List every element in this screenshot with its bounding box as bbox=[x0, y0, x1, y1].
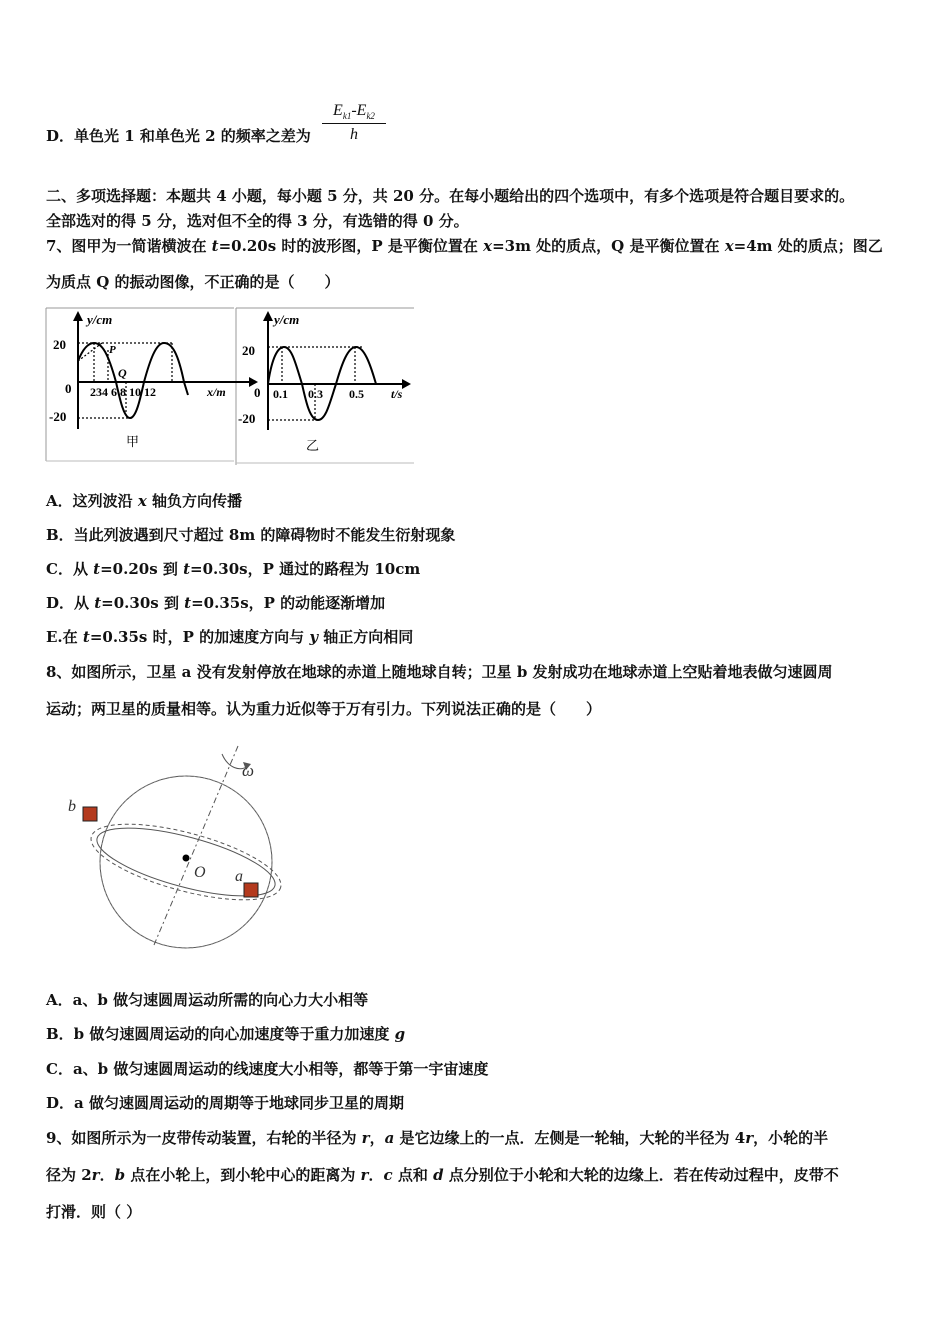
q9-stem-line1: 9、如图所示为一皮带传动装置，右轮的半径为 r，a 是它边缘上的一点．左侧是一轮轴，大轮的半径为 4r，小轮的半 bbox=[46, 1129, 829, 1147]
wave-graph-jia bbox=[49, 311, 258, 449]
fraction-denominator: h bbox=[350, 126, 358, 144]
point-q-label: Q bbox=[118, 366, 127, 380]
t-tick-03: 0.3 bbox=[308, 387, 323, 401]
x-axis-label: x/m bbox=[207, 385, 226, 399]
t-tick-05: 0.5 bbox=[349, 387, 364, 401]
q7-option-a: A．这列波沿 x 轴负方向传播 bbox=[46, 492, 243, 510]
orbit-b bbox=[84, 809, 288, 916]
q6-fraction bbox=[322, 102, 386, 144]
center-point bbox=[183, 855, 190, 862]
x-tick-labels: 234 6 8 10 12 bbox=[90, 385, 156, 399]
q7-option-c: C．从 t=0.20s 到 t=0.30s，P 通过的路程为 10cm bbox=[46, 560, 421, 578]
q8-option-b: B．b 做匀速圆周运动的向心加速度等于重力加速度 g bbox=[46, 1025, 406, 1043]
q7-figure bbox=[44, 305, 416, 467]
q7-option-e: E.在 t=0.35s 时，P 的加速度方向与 y 轴正方向相同 bbox=[46, 628, 414, 646]
caption-yi: 乙 bbox=[306, 438, 320, 453]
y-axis-b-arrow bbox=[263, 311, 273, 321]
q9-stem-line2: 径为 2r．b 点在小轮上，到小轮中心的距离为 r．c 点和 d 点分别位于小轮和大轮的边缘上．若在传动过程中，皮带不 bbox=[46, 1166, 839, 1184]
earth-circle bbox=[100, 776, 272, 948]
q7-option-d: D．从 t=0.30s 到 t=0.35s，P 的动能逐渐增加 bbox=[46, 594, 386, 612]
section2-line2: 全部选对的得 5 分，选对但不全的得 3 分，有选错的得 0 分。 bbox=[46, 212, 469, 230]
satellite-b bbox=[83, 807, 97, 821]
caption-jia: 甲 bbox=[126, 434, 140, 449]
y-axis-label-b: y/cm bbox=[274, 312, 300, 327]
q8-option-d: D．a 做匀速圆周运动的周期等于地球同步卫星的周期 bbox=[46, 1094, 404, 1112]
y-max-label: 20 bbox=[53, 337, 66, 352]
t-axis-label: t/s bbox=[391, 387, 403, 401]
q8-stem-line2: 运动；两卫星的质量相等。认为重力近似等于万有引力。下列说法正确的是（ ） bbox=[46, 700, 602, 718]
q6-option-d: D．单色光 1 和单色光 2 的频率之差为 bbox=[46, 127, 311, 145]
point-p-label: P bbox=[109, 344, 116, 356]
q8-stem-line1: 8、如图所示，卫星 a 没有发射停放在地球的赤道上随地球自转；卫星 b 发射成功在地球赤道上空贴着地表做匀速圆周 bbox=[46, 663, 833, 681]
vibration-graph-yi bbox=[238, 311, 411, 453]
t-tick-01: 0.1 bbox=[273, 387, 288, 401]
y-min-label-b: -20 bbox=[238, 411, 256, 426]
satellite-a bbox=[244, 883, 258, 897]
origin-label-b: 0 bbox=[254, 385, 261, 400]
y-min-label: -20 bbox=[49, 409, 67, 424]
q7-option-b: B．当此列波遇到尺寸超过 8m 的障碍物时不能发生衍射现象 bbox=[46, 526, 456, 544]
q8-figure bbox=[62, 740, 292, 955]
t-axis-arrow bbox=[402, 379, 411, 389]
center-o-label: O bbox=[194, 864, 206, 881]
q8-option-a: A．a、b 做匀速圆周运动所需的向心力大小相等 bbox=[46, 991, 369, 1009]
fraction-numerator: $E_{k1}-E_{k2}$ bbox=[322, 102, 386, 124]
q8-option-c: C．a、b 做匀速圆周运动的线速度大小相等，都等于第一宇宙速度 bbox=[46, 1060, 489, 1078]
y-axis-arrow bbox=[73, 311, 83, 321]
earth-back-dotted bbox=[72, 748, 292, 955]
omega-label: ω bbox=[242, 761, 255, 780]
q7-stem-line2: 为质点 Q 的振动图像，不正确的是（ ） bbox=[46, 273, 340, 291]
y-axis-label: y/cm bbox=[87, 312, 113, 327]
q7-stem-line1: 7、图甲为一简谐横波在 t=0.20s 时的波形图，P 是平衡位置在 x=3m 处的质点，Q 是平衡位置在 x=4m 处的质点；图乙 bbox=[46, 237, 883, 255]
origin-label: 0 bbox=[65, 381, 72, 396]
q9-stem-line3: 打滑．则（ ） bbox=[46, 1203, 142, 1221]
section2-line1: 二、多项选择题：本题共 4 小题，每小题 5 分，共 20 分。在每小题给出的四个选项中，有多个选项是符合题目要求的。 bbox=[46, 187, 855, 205]
y-max-label-b: 20 bbox=[242, 343, 255, 358]
rotation-axis bbox=[154, 746, 238, 945]
satellite-b-label: b bbox=[68, 798, 76, 815]
satellite-a-label: a bbox=[235, 868, 243, 885]
